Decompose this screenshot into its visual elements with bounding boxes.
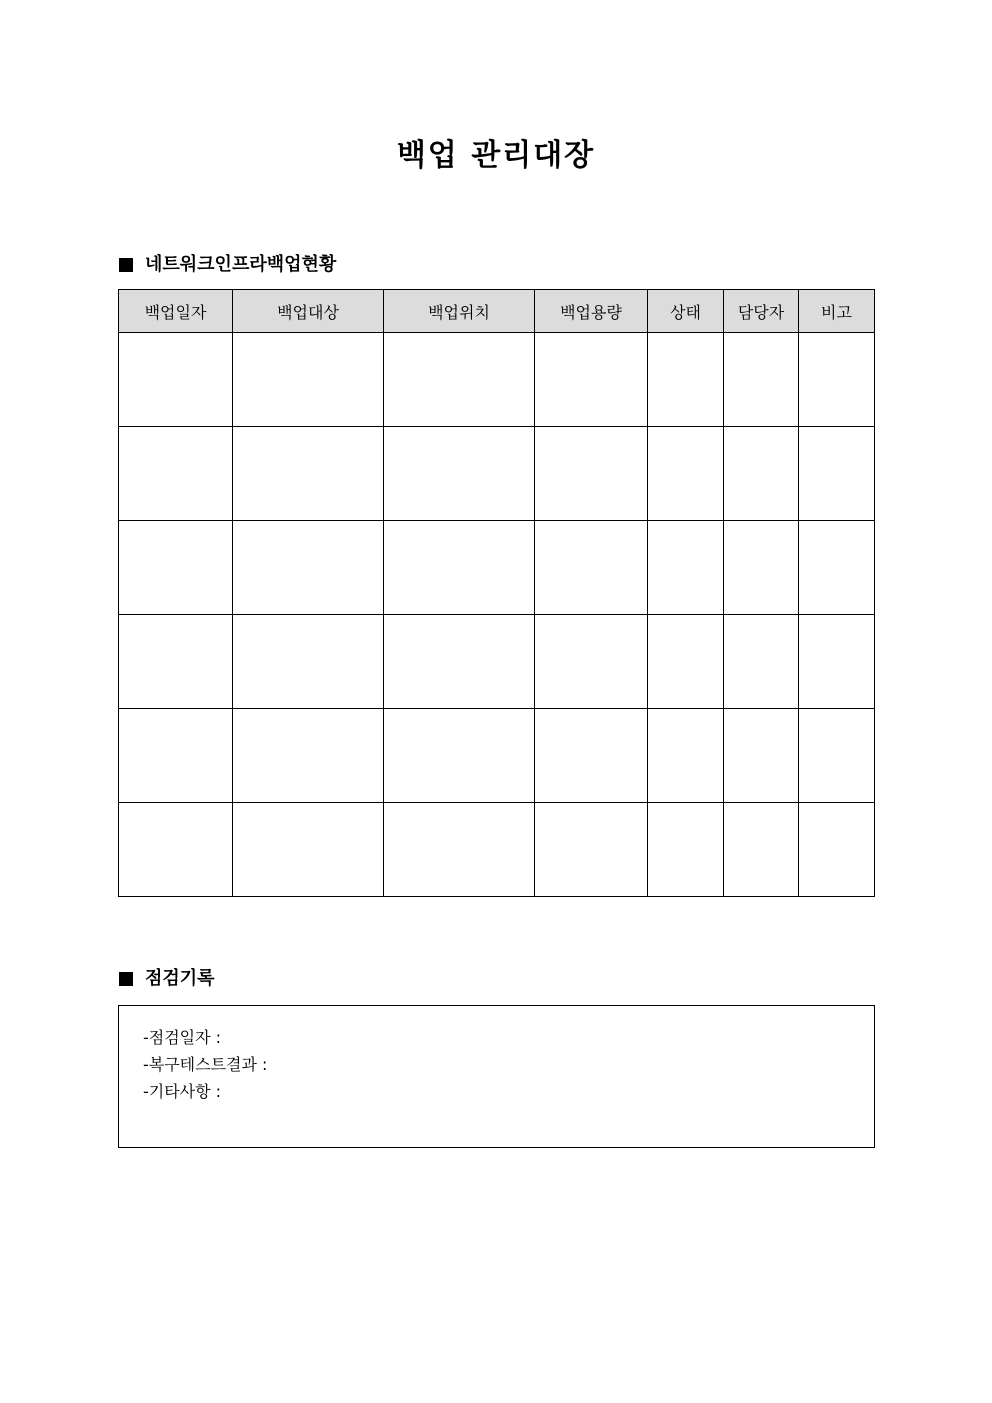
table-row <box>119 709 875 803</box>
table-cell[interactable] <box>724 521 799 615</box>
inspection-record-box[interactable] <box>118 1005 875 1148</box>
table-header-row <box>119 290 875 333</box>
table-cell[interactable] <box>535 333 648 427</box>
table-cell[interactable] <box>233 333 384 427</box>
table-cell[interactable] <box>384 803 535 897</box>
table-cell[interactable] <box>648 333 724 427</box>
table-cell[interactable] <box>799 521 875 615</box>
table-cell[interactable] <box>384 709 535 803</box>
table-cell[interactable] <box>799 803 875 897</box>
square-bullet-icon <box>119 972 133 986</box>
square-bullet-icon <box>119 258 133 272</box>
column-header-manager: 담당자 <box>724 290 799 333</box>
table-row <box>119 521 875 615</box>
table-cell[interactable] <box>799 333 875 427</box>
table-cell[interactable] <box>799 709 875 803</box>
inspection-heading-label: 점검기록 <box>145 968 215 989</box>
page-title: 백업 관리대장 <box>396 138 596 173</box>
table-cell[interactable] <box>119 709 233 803</box>
table-cell[interactable] <box>648 615 724 709</box>
inspection-date-line: -점검일자 : <box>143 1028 222 1047</box>
table-cell[interactable] <box>648 803 724 897</box>
column-header-backup-date: 백업일자 <box>119 290 233 333</box>
column-header-status: 상태 <box>648 290 724 333</box>
column-header-backup-location: 백업위치 <box>384 290 535 333</box>
table-cell[interactable] <box>799 615 875 709</box>
table-cell[interactable] <box>119 427 233 521</box>
table-cell[interactable] <box>119 615 233 709</box>
table-cell[interactable] <box>724 709 799 803</box>
table-cell[interactable] <box>535 427 648 521</box>
table-cell[interactable] <box>119 803 233 897</box>
column-header-backup-size: 백업용량 <box>535 290 648 333</box>
table-cell[interactable] <box>119 521 233 615</box>
table-cell[interactable] <box>233 521 384 615</box>
column-header-backup-target: 백업대상 <box>233 290 384 333</box>
backup-status-heading <box>119 252 336 278</box>
table-row <box>119 333 875 427</box>
table-cell[interactable] <box>384 521 535 615</box>
table-row <box>119 615 875 709</box>
table-cell[interactable] <box>724 427 799 521</box>
table-cell[interactable] <box>648 521 724 615</box>
table-cell[interactable] <box>724 333 799 427</box>
table-cell[interactable] <box>799 427 875 521</box>
recovery-test-result-line: -복구테스트결과 : <box>143 1055 268 1074</box>
backup-status-heading-label: 네트워크인프라백업현황 <box>145 254 337 275</box>
table-cell[interactable] <box>724 803 799 897</box>
table-cell[interactable] <box>233 615 384 709</box>
table-cell[interactable] <box>233 427 384 521</box>
table-cell[interactable] <box>535 615 648 709</box>
table-cell[interactable] <box>384 427 535 521</box>
table-cell[interactable] <box>724 615 799 709</box>
column-header-remarks: 비고 <box>799 290 875 333</box>
table-cell[interactable] <box>648 709 724 803</box>
backup-status-table <box>118 289 875 897</box>
table-cell[interactable] <box>233 803 384 897</box>
table-cell[interactable] <box>535 803 648 897</box>
table-row <box>119 803 875 897</box>
table-cell[interactable] <box>535 521 648 615</box>
table-cell[interactable] <box>535 709 648 803</box>
table-cell[interactable] <box>648 427 724 521</box>
table-cell[interactable] <box>233 709 384 803</box>
table-cell[interactable] <box>384 333 535 427</box>
other-notes-line: -기타사항 : <box>143 1082 222 1101</box>
table-row <box>119 427 875 521</box>
table-cell[interactable] <box>119 333 233 427</box>
inspection-heading <box>119 966 215 992</box>
table-cell[interactable] <box>384 615 535 709</box>
